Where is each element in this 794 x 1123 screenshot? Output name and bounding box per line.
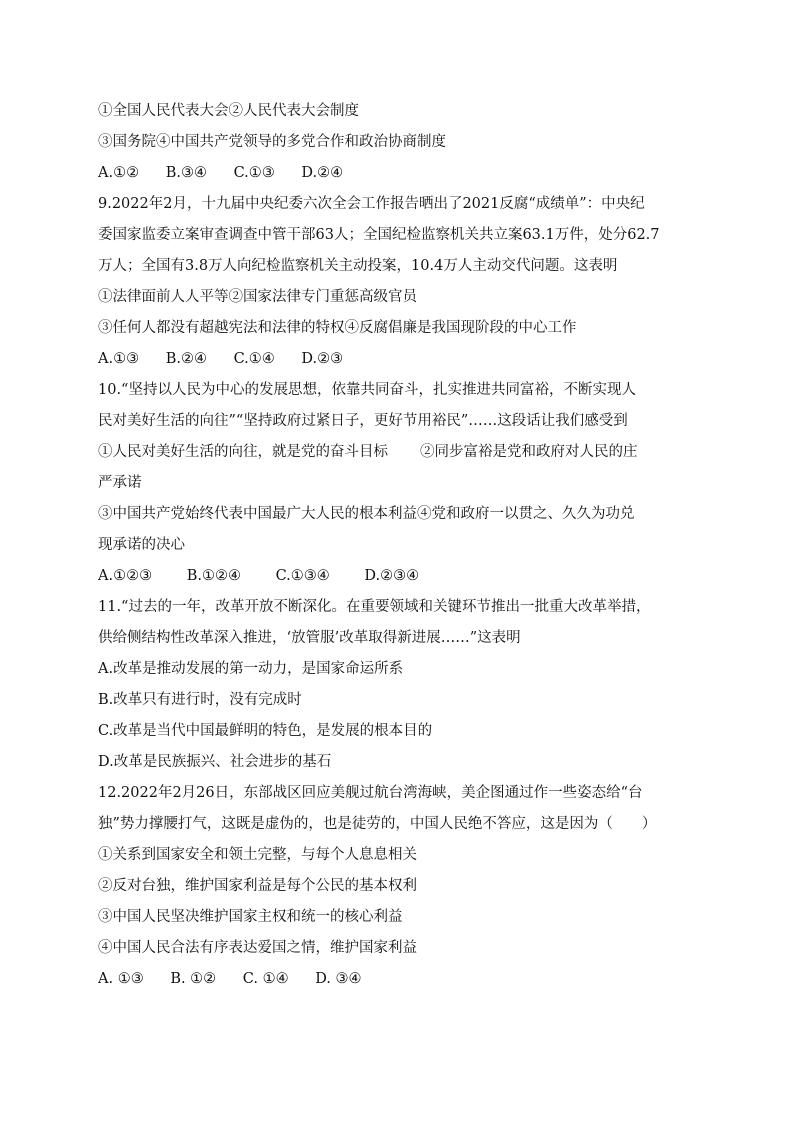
q9-option-b: B.②④ [165, 351, 207, 367]
q8-options [98, 158, 718, 189]
q8-choice-line-2: ③国务院④中国共产党领导的多党合作和政治协商制度 [98, 134, 446, 150]
q10-options [98, 561, 718, 592]
q12-option-d: D. ③④ [315, 971, 362, 987]
q9-stem-line-1: 9.2022年2月，十九届中央纪委六次全会工作报告晒出了2021反腐“成绩单”：中央纪 [98, 196, 645, 212]
q10-choice-line-1 [98, 437, 718, 468]
q11-stem-line-1: 11.“过去的一年，改革开放不断深化。在重要领域和关键环节推出一批重大改革举措， [98, 599, 651, 615]
q9-choice-line-2: ③任何人都没有超越宪法和法律的特权④反腐倡廉是我国现阶段的中心工作 [98, 320, 577, 336]
q10-stem-line-2: 民对美好生活的向往”“坚持政府过紧日子，更好节用裕民”……这段话让我们感受到 [98, 413, 628, 429]
q8-option-a: A.①② [98, 165, 140, 181]
q10-choice-line-1-cont: 严承诺 [98, 475, 142, 491]
q10-option-c: C.①③④ [275, 568, 330, 584]
q11-option-c: C.改革是当代中国最鲜明的特色，是发展的根本目的 [98, 723, 433, 739]
q9-option-d: D.②③ [301, 351, 344, 367]
q9-stem-line-2: 委国家监委立案审查调查中管干部63人；全国纪检监察机关共立案63.1万件，处分62.7 [98, 227, 660, 243]
q11-option-b: B.改革只有进行时，没有完成时 [98, 692, 302, 708]
q10-choice-1: ①人民对美好生活的向往，就是党的奋斗目标 [98, 444, 388, 460]
q9-option-a: A.①③ [98, 351, 140, 367]
exam-page [98, 96, 718, 995]
q12-stem-line-2: 独”势力撑腰打气，这既是虚伪的，也是徒劳的，中国人民绝不答应，这是因为（ ） [98, 816, 657, 832]
q12-choice-2: ②反对台独，维护国家利益是每个公民的基本权利 [98, 878, 417, 894]
q10-choice-line-2: ③中国共产党始终代表中国最广大人民的根本利益④党和政府一以贯之、久久为功兑 [98, 506, 635, 522]
q9-option-c: C.①④ [233, 351, 275, 367]
q8-choice-line-1: ①全国人民代表大会②人民代表大会制度 [98, 103, 359, 119]
q12-option-c: C. ①④ [242, 971, 289, 987]
q10-choice-2: ②同步富裕是党和政府对人民的庄 [420, 444, 638, 460]
q10-option-d: D.②③④ [364, 568, 420, 584]
q12-options [98, 964, 718, 995]
q8-option-c: C.①③ [233, 165, 275, 181]
q11-option-d: D.改革是民族振兴、社会进步的基石 [98, 754, 332, 770]
q9-choice-line-1: ①法律面前人人平等②国家法律专门重惩高级官员 [98, 289, 417, 305]
q12-choice-3: ③中国人民坚决维护国家主权和统一的核心利益 [98, 909, 403, 925]
q12-option-b: B. ①② [170, 971, 217, 987]
q10-option-a: A.①②③ [98, 568, 153, 584]
q12-choice-1: ①关系到国家安全和领土完整，与每个人息息相关 [98, 847, 417, 863]
q10-stem-line-1: 10.“坚持以人民为中心的发展思想，依靠共同奋斗，扎实推进共同富裕，不断实现人 [98, 382, 636, 398]
q12-stem-line-1: 12.2022年2月26日，东部战区回应美舰过航台湾海峡，美企图通过作一些姿态给“台 [98, 785, 643, 801]
q9-options [98, 344, 718, 375]
q11-stem-line-2: 供给侧结构性改革深入推进，‘放管服’改革取得新进展……”这表明 [98, 630, 521, 646]
q10-option-b: B.①②④ [186, 568, 241, 584]
q9-stem-line-3: 万人；全国有3.8万人向纪检监察机关主动投案，10.4万人主动交代问题。这表明 [98, 258, 618, 274]
q11-option-a: A.改革是推动发展的第一动力，是国家命运所系 [98, 661, 404, 677]
q12-choice-4: ④中国人民合法有序表达爱国之情，维护国家利益 [98, 940, 417, 956]
q10-choice-line-2-cont: 现承诺的决心 [98, 537, 185, 553]
q8-option-d: D.②④ [301, 165, 344, 181]
q12-option-a: A. ①③ [98, 971, 144, 987]
q8-option-b: B.③④ [165, 165, 207, 181]
